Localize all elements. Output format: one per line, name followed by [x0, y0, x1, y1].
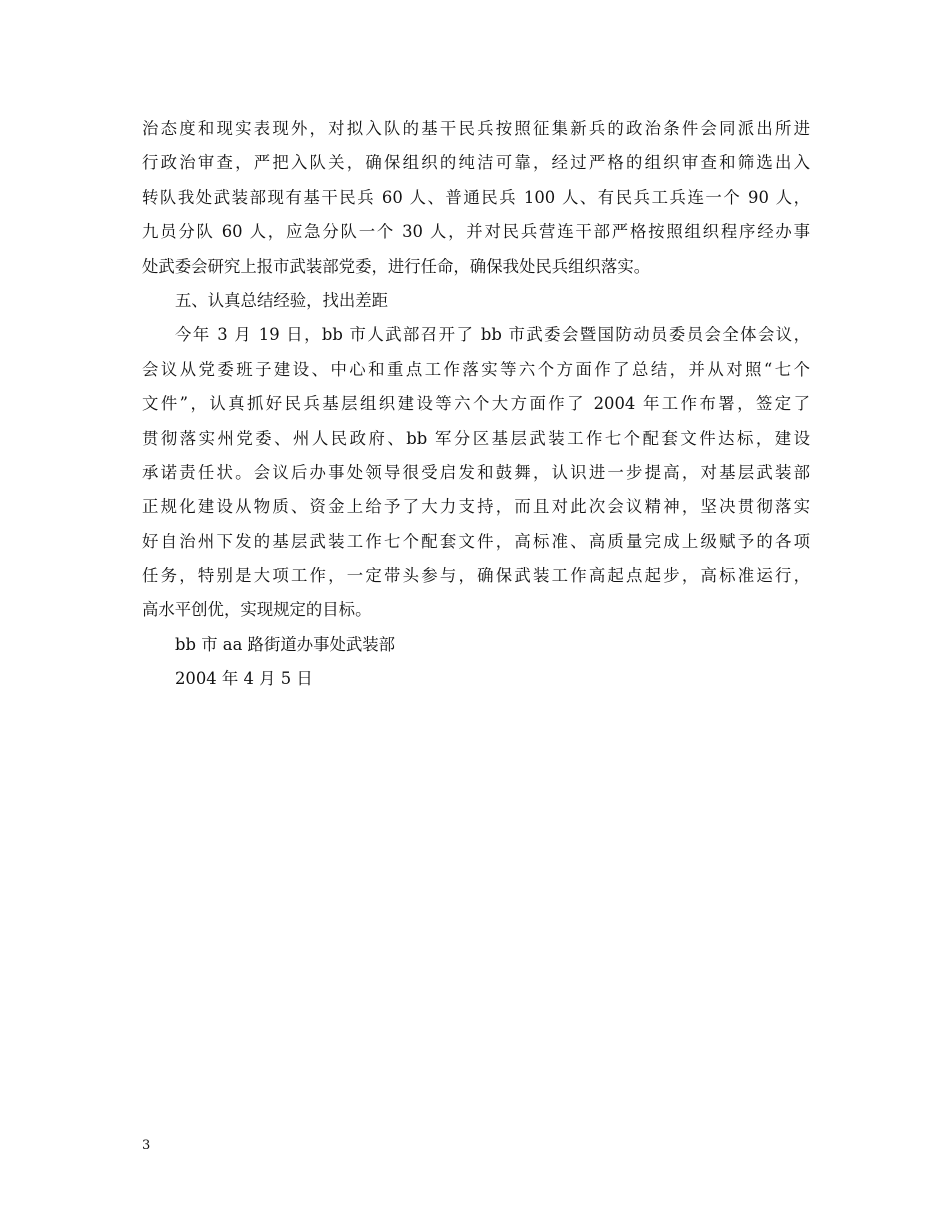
paragraph-militia-organization — [142, 112, 810, 284]
text-line: 贯彻落实州党委、州人民政府、bb 军分区基层武装工作七个配套文件达标，建设 — [142, 428, 810, 448]
text-line: 高水平创优，实现规定的目标。 — [142, 600, 372, 620]
text-line: 行政治审查，严把入队关，确保组织的纯洁可靠，经过严格的组织审查和筛选出入 — [142, 153, 810, 173]
text-line: 治态度和现实表现外，对拟入队的基干民兵按照征集新兵的政治条件会同派出所进 — [142, 119, 810, 138]
section-heading: 五、认真总结经验，找出差距 — [175, 290, 389, 310]
paragraph-meeting-summary — [142, 318, 810, 628]
page-number: 3 — [142, 1138, 151, 1153]
text-line: 承诺责任状。会议后办事处领导很受启发和鼓舞，认识进一步提高，对基层武装部 — [142, 462, 810, 482]
text-line: 今年 3 月 19 日，bb 市人武部召开了 bb 市武委会暨国防动员委员会全体会议， — [175, 325, 810, 345]
text-line: 文件”，认真抓好民兵基层组织建设等六个大方面作了 2004 年工作布署，签定了 — [142, 394, 810, 414]
signature-organization: bb 市 aa 路街道办事处武装部 — [175, 634, 396, 654]
text-line: 会议从党委班子建设、中心和重点工作落实等六个方面作了总结，并从对照“七个 — [142, 359, 810, 379]
section-heading-five — [142, 284, 810, 318]
text-line: 九员分队 60 人，应急分队一个 30 人，并对民兵营连干部严格按照组织程序经办事 — [142, 222, 810, 242]
text-line: 好自治州下发的基层武装工作七个配套文件，高标准、高质量完成上级赋予的各项 — [142, 531, 810, 551]
text-line: 任务，特别是大项工作，一定带头参与，确保武装工作高起点起步，高标准运行， — [142, 566, 810, 586]
text-line: 处武委会研究上报市武装部党委，进行任命，确保我处民兵组织落实。 — [142, 256, 651, 276]
text-line: 正规化建设从物质、资金上给予了大力支持，而且对此次会议精神，坚决贯彻落实 — [142, 497, 810, 517]
text-line: 转队我处武装部现有基干民兵 60 人、普通民兵 100 人、有民兵工兵连一个 90 人， — [142, 187, 810, 207]
signature-block — [142, 628, 810, 697]
signature-date: 2004 年 4 月 5 日 — [175, 669, 313, 689]
document-body — [142, 112, 810, 697]
